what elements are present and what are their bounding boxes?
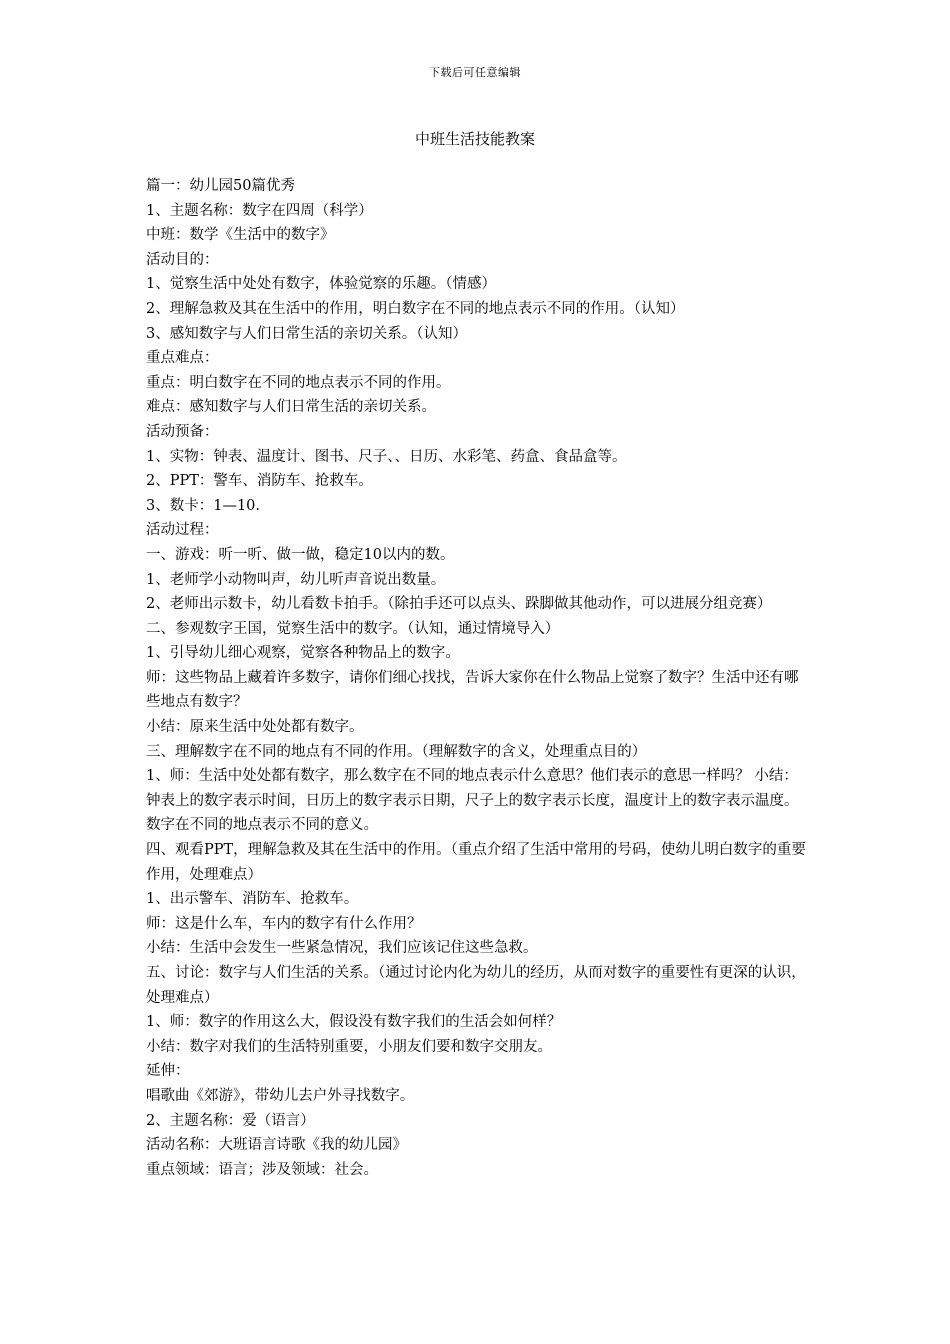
- paragraph: 延伸：: [146, 1063, 190, 1080]
- paragraph: 重点：明白数字在不同的地点表示不同的作用。: [146, 374, 451, 391]
- paragraph: 小结：生活中会发生一些紧急情况，我们应该记住这些急救。: [146, 940, 538, 957]
- paragraph: 中班：数学《生活中的数字》: [146, 227, 335, 244]
- paragraph: 3、数卡：1—10.: [146, 497, 261, 514]
- paragraph: 1、老师学小动物叫声，幼儿听声音说出数量。: [146, 571, 446, 588]
- paragraph: 唱歌曲《郊游》，带幼儿去户外寻找数字。: [146, 1087, 415, 1104]
- paragraph: 小结：原来生活中处处都有数字。: [146, 719, 364, 736]
- paragraph: 1、觉察生活中处处有数字，体验觉察的乐趣。（情感）: [146, 276, 496, 293]
- paragraph: 活动过程：: [146, 522, 219, 539]
- paragraph: 活动名称：大班语言诗歌《我的幼儿园》: [146, 1137, 407, 1154]
- paragraph: 2、理解急救及其在生活中的作用，明白数字在不同的地点表示不同的作用。（认知）: [146, 300, 685, 317]
- paragraph: 1、主题名称：数字在四周（科学）: [146, 202, 373, 219]
- paragraph: 活动目的：: [146, 251, 219, 268]
- paragraph: 师：这些物品上藏着许多数字，请你们细心找找，告诉大家你在什么物品上觉察了数字？生活中还有哪些地点有数字？: [146, 669, 799, 711]
- paragraph: 1、师：生活中处处都有数字，那么数字在不同的地点表示什么意思？他们表示的意思一样吗？ 小结：钟表上的数字表示时间，日历上的数字表示日期，尺子上的数字表示长度，温度计上的数字表示温度。数字在不同的地点表示不同的意义。: [146, 768, 799, 834]
- paragraph: 一、游戏：听一听、做一做，稳定10以内的数。: [146, 546, 455, 563]
- paragraph: 重点难点：: [146, 350, 219, 367]
- paragraph: 1、引导幼儿细心观察，觉察各种物品上的数字。: [146, 645, 460, 662]
- paragraph: 2、PPT：警车、消防车、抢救车。: [146, 473, 373, 490]
- paragraph: 1、师：数字的作用这么大，假设没有数字我们的生活会如何样？: [146, 1014, 562, 1031]
- header-note: 下载后可任意编辑: [429, 66, 521, 79]
- paragraph: 小结：数字对我们的生活特别重要，小朋友们要和数字交朋友。: [146, 1038, 552, 1055]
- paragraph: 二、参观数字王国，觉察生活中的数字。（认知，通过情境导入）: [146, 620, 560, 637]
- document-body: [146, 174, 810, 1182]
- paragraph: 3、感知数字与人们日常生活的亲切关系。（认知）: [146, 325, 467, 342]
- paragraph: 四、观看PPT，理解急救及其在生活中的作用。（重点介绍了生活中常用的号码，使幼儿明白数字的重要作用，处理难点）: [146, 842, 806, 883]
- paragraph: 1、出示警车、消防车、抢救车。: [146, 891, 359, 908]
- paragraph: 1、实物：钟表、温度计、图书、尺子、、日历、水彩笔、药盒、食品盒等。: [146, 448, 627, 465]
- document-title: 中班生活技能教案: [414, 130, 535, 148]
- paragraph: 篇一：幼儿园50篇优秀: [146, 178, 295, 194]
- paragraph: 2、老师出示数卡，幼儿看数卡拍手。（除拍手还可以点头、跺脚做其他动作，可以进展分组竞赛）: [146, 596, 772, 613]
- paragraph: 师：这是什么车，车内的数字有什么作用？: [146, 915, 422, 932]
- paragraph: 三、理解数字在不同的地点有不同的作用。（理解数字的含义，处理重点目的）: [146, 743, 647, 760]
- paragraph: 2、主题名称：爱（语言）: [146, 1112, 315, 1129]
- paragraph: 重点领域：语言；涉及领域：社会。: [146, 1161, 378, 1178]
- paragraph: 难点：感知数字与人们日常生活的亲切关系。: [146, 399, 436, 416]
- paragraph: 活动预备：: [146, 423, 219, 440]
- paragraph: 五、讨论：数字与人们生活的关系。（通过讨论内化为幼儿的经历，从而对数字的重要性有更深的认识，处理难点）: [146, 965, 806, 1006]
